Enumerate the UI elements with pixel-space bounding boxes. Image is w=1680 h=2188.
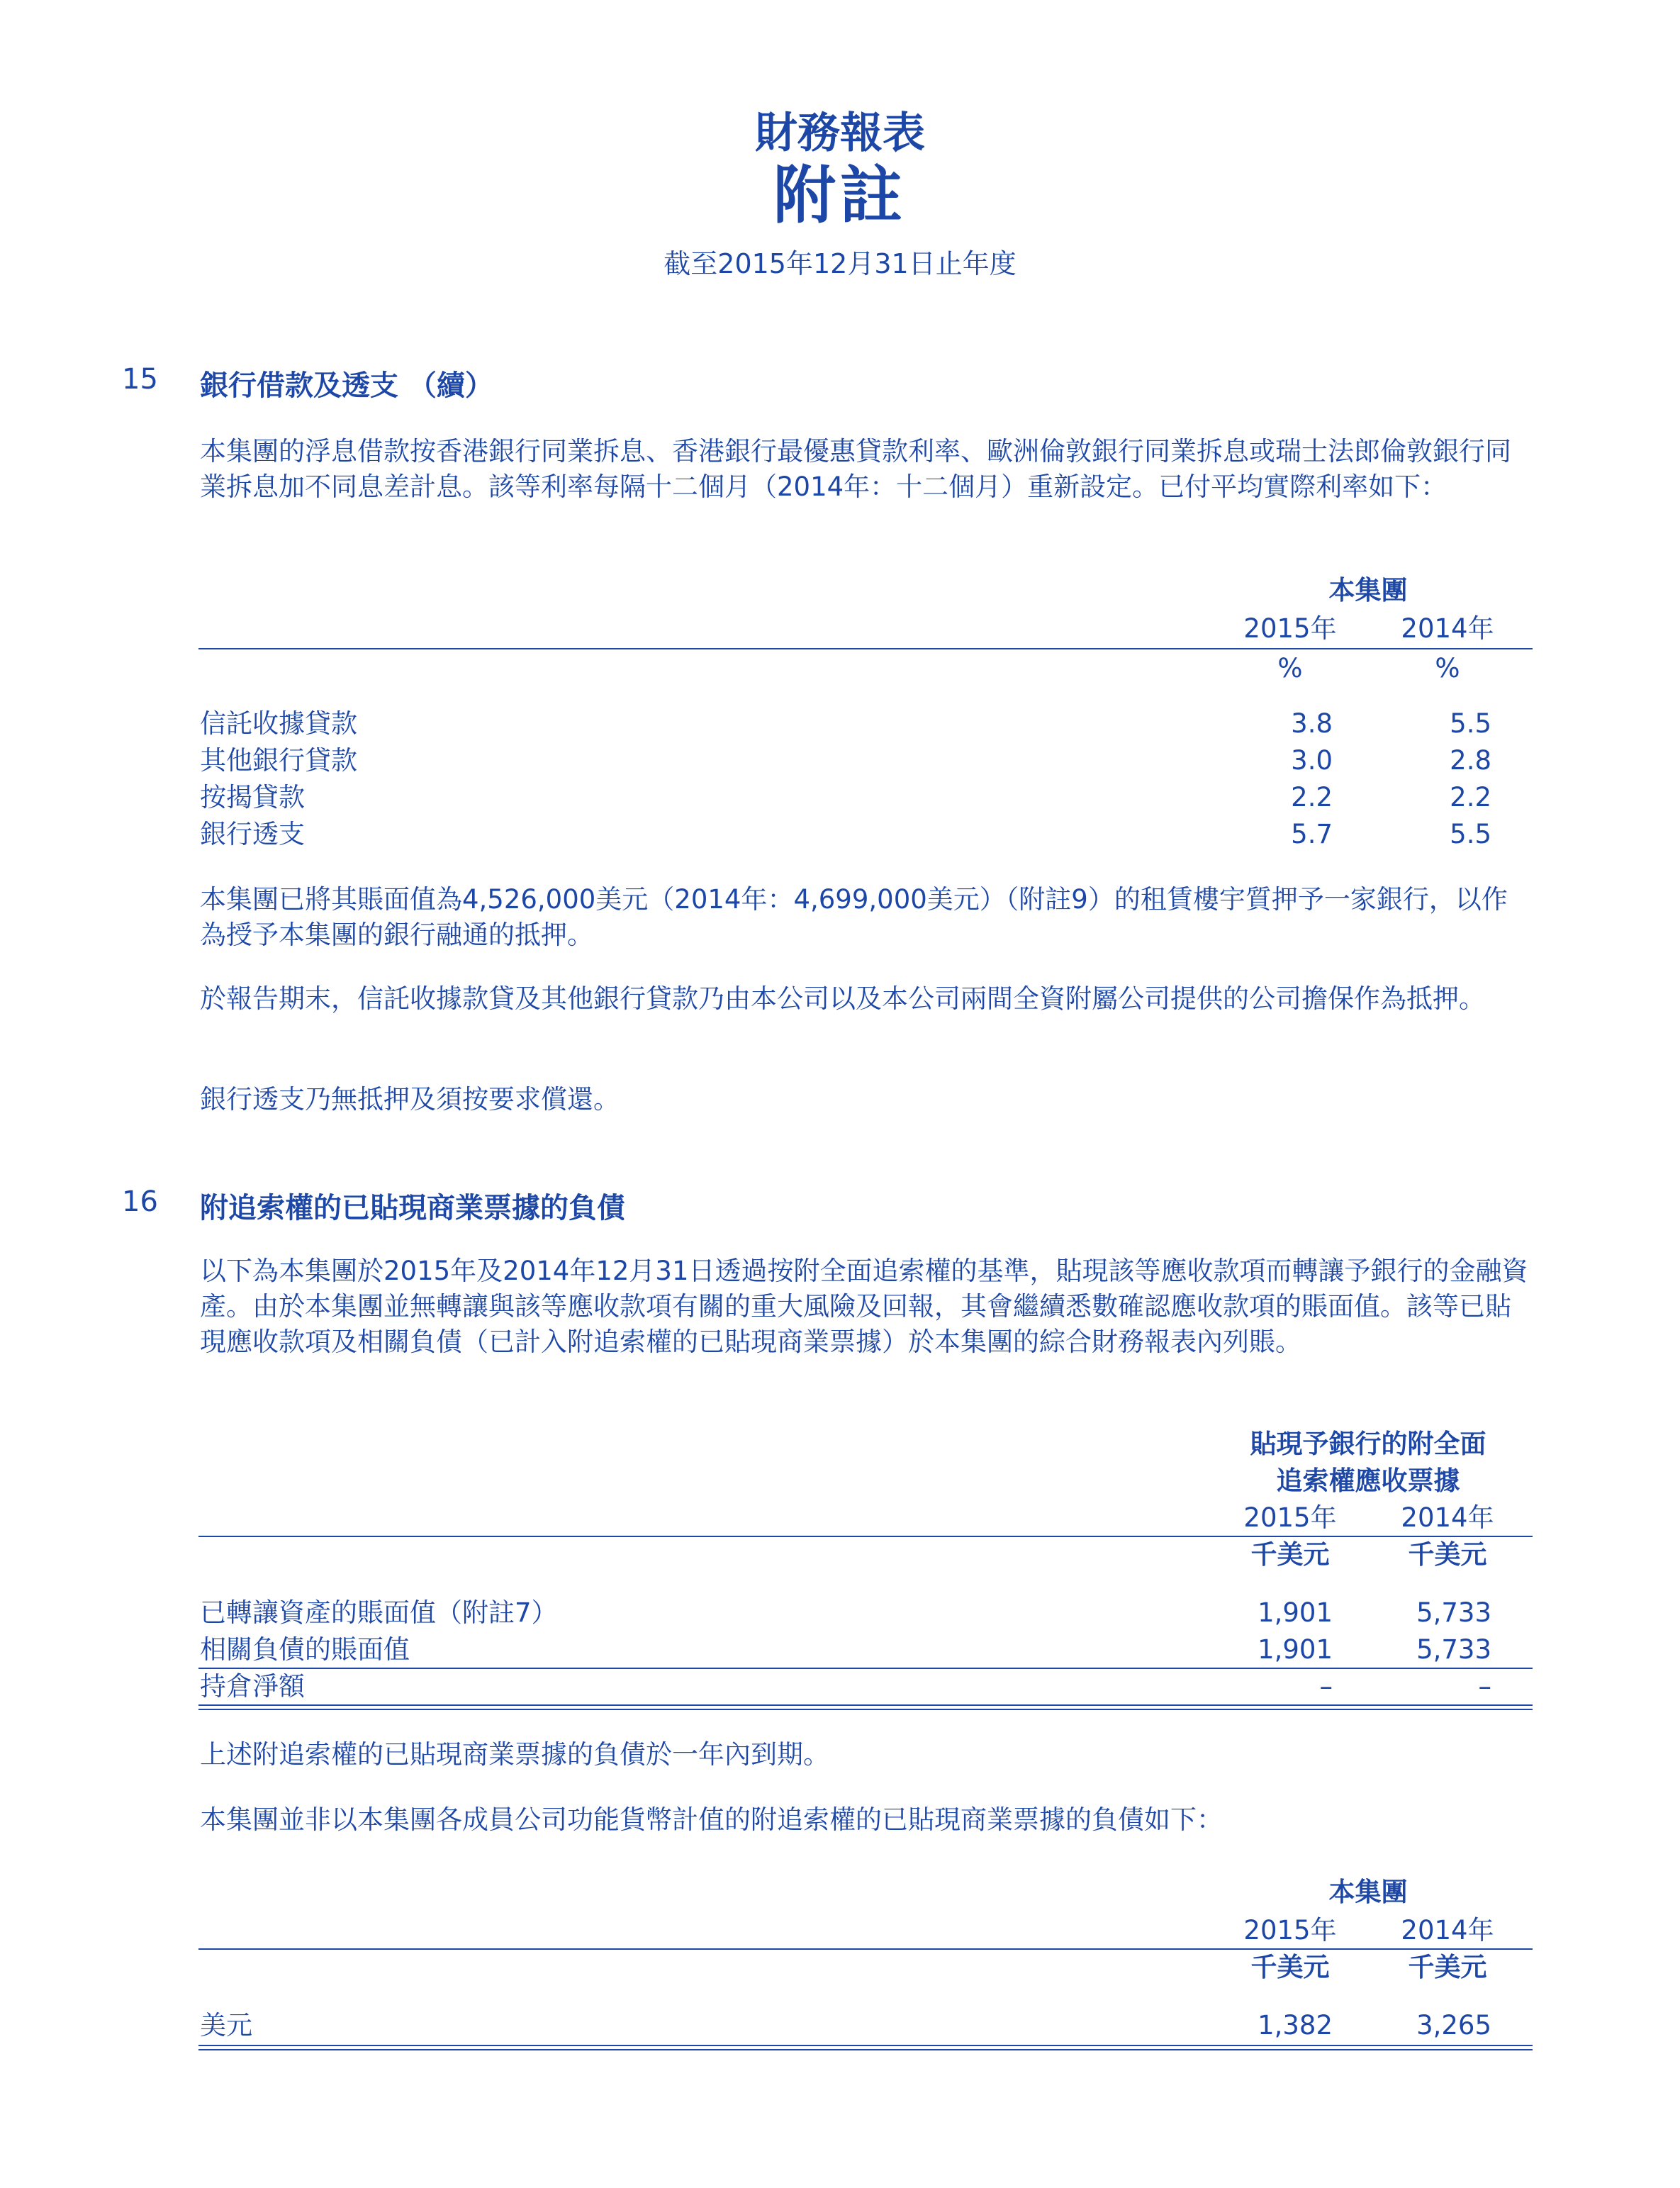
- table-cell: 5,733: [1416, 1634, 1491, 1665]
- column-header-2014: 2014年: [1401, 1502, 1494, 1533]
- table-total-cell: –: [1319, 1671, 1333, 1702]
- column-unit: %: [1435, 653, 1460, 683]
- table-header-rule: [198, 648, 1533, 649]
- column-header-2014: 2014年: [1401, 1915, 1494, 1946]
- table-cell: 1,901: [1258, 1597, 1333, 1628]
- section-title: 附追索權的已貼現商業票據的負債: [200, 1192, 625, 1224]
- table-row-label: 相關負債的賬面值: [200, 1634, 410, 1665]
- document-title: 財務報表: [755, 108, 925, 158]
- table-cell: 3.0: [1291, 745, 1333, 776]
- table-row-label: 信託收據貸款: [200, 708, 357, 739]
- table-cell: 2.2: [1450, 782, 1491, 813]
- column-unit: 千美元: [1408, 1539, 1487, 1570]
- page-header: [0, 106, 1680, 284]
- section-number: 16: [122, 1185, 158, 1218]
- section-15-heading: [0, 363, 1680, 406]
- table-cell: 1,901: [1258, 1634, 1333, 1665]
- document-subtitle: 附註: [773, 159, 907, 232]
- section-16-heading: [0, 1185, 1680, 1228]
- table-row-label: 銀行透支: [200, 819, 305, 849]
- table-group-header: 追索權應收票據: [1276, 1466, 1460, 1496]
- table-row-label: 按揭貸款: [200, 782, 305, 813]
- table-group-header: 本集團: [1328, 1877, 1408, 1907]
- total-double-rule: [198, 2045, 1533, 2050]
- table-cell: 3.8: [1291, 708, 1333, 739]
- table-group-header: 本集團: [1328, 575, 1408, 605]
- table-row-label: 已轉讓資產的賬面值（附註7）: [200, 1597, 558, 1628]
- table-cell: 5.5: [1450, 819, 1491, 849]
- section-15-note: 銀行透支乃無抵押及須按要求償還。: [200, 1084, 620, 1115]
- section-15-intro: 本集團的浮息借款按香港銀行同業拆息、香港銀行最優惠貸款利率、歐洲倫敦銀行同業拆息或瑞士法郎倫敦銀行同業拆息加不同息差計息。該等利率每隔十二個月（2014年：十二個月）重新設定。已付平均實際利率如下：: [200, 436, 1511, 502]
- table-cell: 5,733: [1416, 1597, 1491, 1628]
- section-number: 15: [122, 363, 158, 396]
- section-title: 銀行借款及透支 （續）: [200, 369, 493, 402]
- column-unit: 千美元: [1250, 1539, 1330, 1570]
- section-15-note: 於報告期末，信託收據款貸及其他銀行貸款乃由本公司以及本公司兩間全資附屬公司提供的公司擔保作為抵押。: [200, 983, 1485, 1014]
- section-16-intro: 以下為本集團於2015年及2014年12月31日透過按附全面追索權的基準，貼現該等應收款項而轉讓予銀行的金融資產。由於本集團並無轉讓與該等應收款項有關的重大風險及回報，其會繼續悉數確認應收款項的賬面值。該等已貼現應收款項及相關負債（已計入附追索權的已貼現商業票據）於本集團的綜合財務報表內列賬。: [200, 1256, 1528, 1357]
- table-cell: 5.7: [1291, 819, 1333, 849]
- table-total-cell: –: [1478, 1671, 1491, 1702]
- column-header-2015: 2015年: [1243, 1915, 1337, 1946]
- column-header-2015: 2015年: [1243, 1502, 1337, 1533]
- section-16-note: 本集團並非以本集團各成員公司功能貨幣計值的附追索權的已貼現商業票據的負債如下：: [200, 1804, 1223, 1835]
- column-unit: 千美元: [1250, 1952, 1330, 1982]
- table-cell: 2.8: [1450, 745, 1491, 776]
- table-row-label: 其他銀行貸款: [200, 745, 357, 776]
- table-row-label: 美元: [200, 2010, 252, 2041]
- table-cell: 1,382: [1258, 2010, 1333, 2041]
- column-unit: 千美元: [1408, 1952, 1487, 1982]
- section-16-note: 上述附追索權的已貼現商業票據的負債於一年內到期。: [200, 1739, 829, 1770]
- column-header-2014: 2014年: [1401, 613, 1494, 644]
- table-cell: 3,265: [1416, 2010, 1491, 2041]
- table-total-label: 持倉淨額: [200, 1671, 305, 1702]
- table-cell: 2.2: [1291, 782, 1333, 813]
- column-unit: %: [1277, 653, 1303, 683]
- reporting-period: 截至2015年12月31日止年度: [663, 248, 1017, 279]
- table-group-header: 貼現予銀行的附全面: [1250, 1429, 1486, 1459]
- total-double-rule: [198, 1704, 1533, 1710]
- section-15-note: 本集團已將其賬面值為4,526,000美元（2014年：4,699,000美元）（附註9）的租賃樓宇質押予一家銀行，以作為授予本集團的銀行融通的抵押。: [200, 884, 1508, 950]
- column-header-2015: 2015年: [1243, 613, 1337, 644]
- table-cell: 5.5: [1450, 708, 1491, 739]
